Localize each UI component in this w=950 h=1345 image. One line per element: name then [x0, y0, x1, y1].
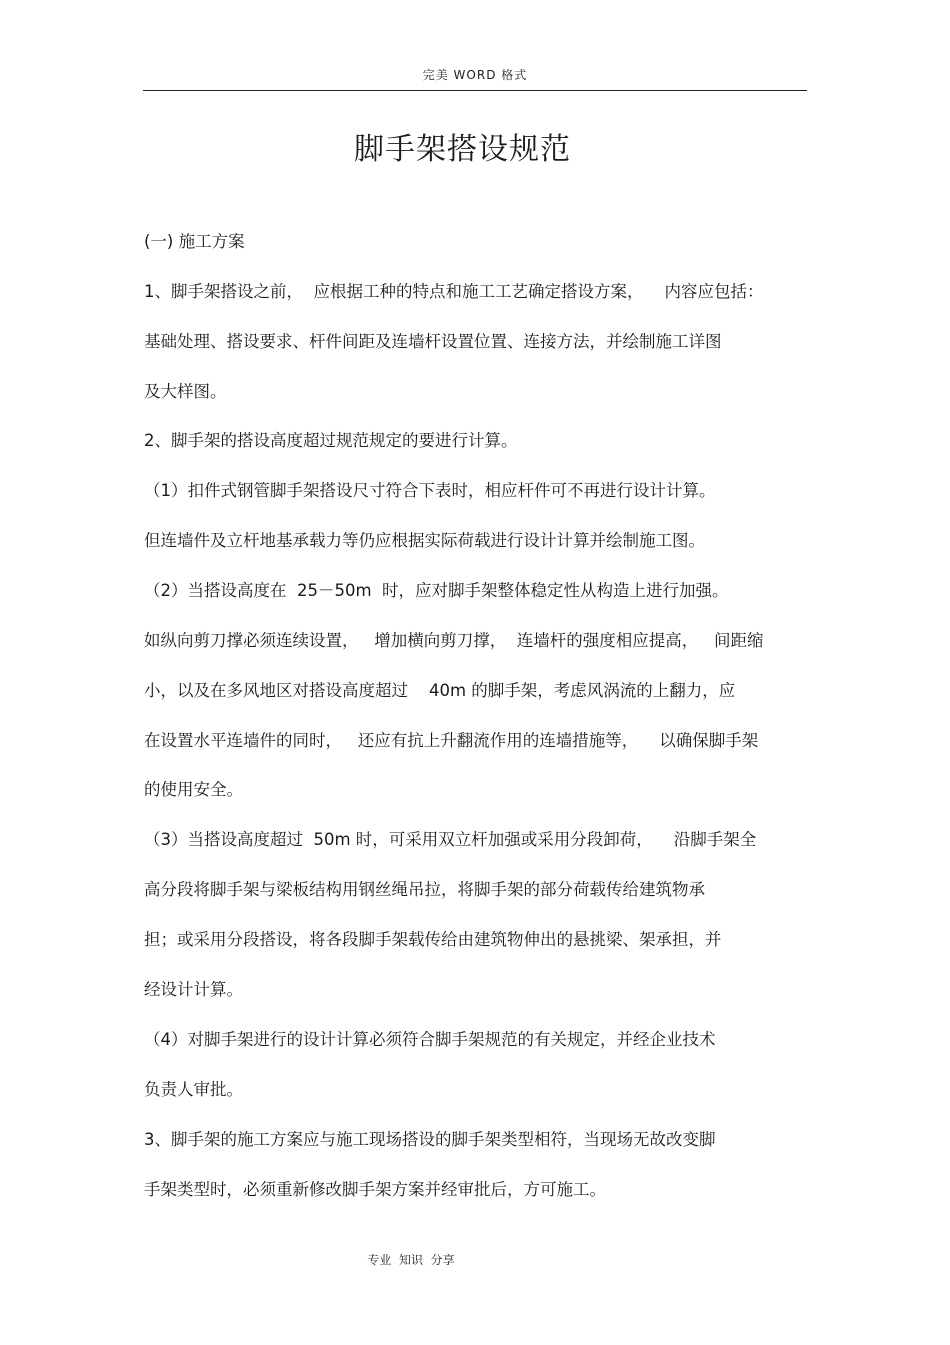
paragraph-line: 担；或采用分段搭设，将各段脚手架载传给由建筑物伸出的悬挑梁、架承担，并 — [144, 930, 722, 949]
paragraph-line: 但连墙件及立杆地基承载力等仍应根据实际荷载进行设计计算并绘制施工图。 — [144, 531, 705, 550]
paragraph-line: 高分段将脚手架与梁板结构用钢丝绳吊拉，将脚手架的部分荷载传给建筑物承 — [144, 880, 705, 899]
paragraph-line: 2、脚手架的搭设高度超过规范规定的要进行计算。 — [144, 431, 518, 450]
paragraph-line: （1）扣件式钢管脚手架搭设尺寸符合下表时，相应杆件可不再进行设计计算。 — [144, 481, 716, 500]
paragraph-line: 经设计计算。 — [144, 980, 243, 999]
header-divider — [143, 90, 807, 91]
paragraph-line: 负责人审批。 — [144, 1080, 243, 1099]
document-title: 脚手架搭设规范 — [354, 132, 571, 167]
paragraph-line: 基础处理、搭设要求、杆件间距及连墙杆设置位置、连接方法，并绘制施工详图 — [144, 332, 722, 351]
paragraph-line: 1、脚手架搭设之前， 应根据工种的特点和施工工艺确定搭设方案， 内容应包括： — [144, 282, 764, 301]
paragraph-line: 在设置水平连墙件的同时， 还应有抗上升翻流作用的连墙措施等， 以确保脚手架 — [144, 731, 759, 750]
paragraph-line: 手架类型时，必须重新修改脚手架方案并经审批后，方可施工。 — [144, 1180, 606, 1199]
paragraph-line: 如纵向剪刀撑必须连续设置， 增加横向剪刀撑， 连墙杆的强度相应提高， 间距缩 — [144, 631, 764, 650]
paragraph-line: 的使用安全。 — [144, 780, 243, 799]
paragraph-line: （4）对脚手架进行的设计计算必须符合脚手架规范的有关规定，并经企业技术 — [144, 1030, 716, 1049]
paragraph-line: 小，以及在多风地区对搭设高度超过 40m 的脚手架，考虑风涡流的上翻力，应 — [144, 681, 736, 700]
paragraph-line: （2）当搭设高度在 25－50m 时，应对脚手架整体稳定性从构造上进行加强。 — [144, 581, 729, 600]
page-footer: 专业 知识 分享 — [367, 1253, 455, 1267]
section-heading: (一) 施工方案 — [144, 232, 245, 251]
paragraph-line: 及大样图。 — [144, 382, 227, 401]
page-header: 完美 WORD 格式 — [422, 68, 528, 82]
paragraph-line: （3）当搭设高度超过 50m 时，可采用双立杆加强或采用分段卸荷， 沿脚手架全 — [144, 830, 757, 849]
paragraph-line: 3、脚手架的施工方案应与施工现场搭设的脚手架类型相符，当现场无故改变脚 — [144, 1130, 716, 1149]
